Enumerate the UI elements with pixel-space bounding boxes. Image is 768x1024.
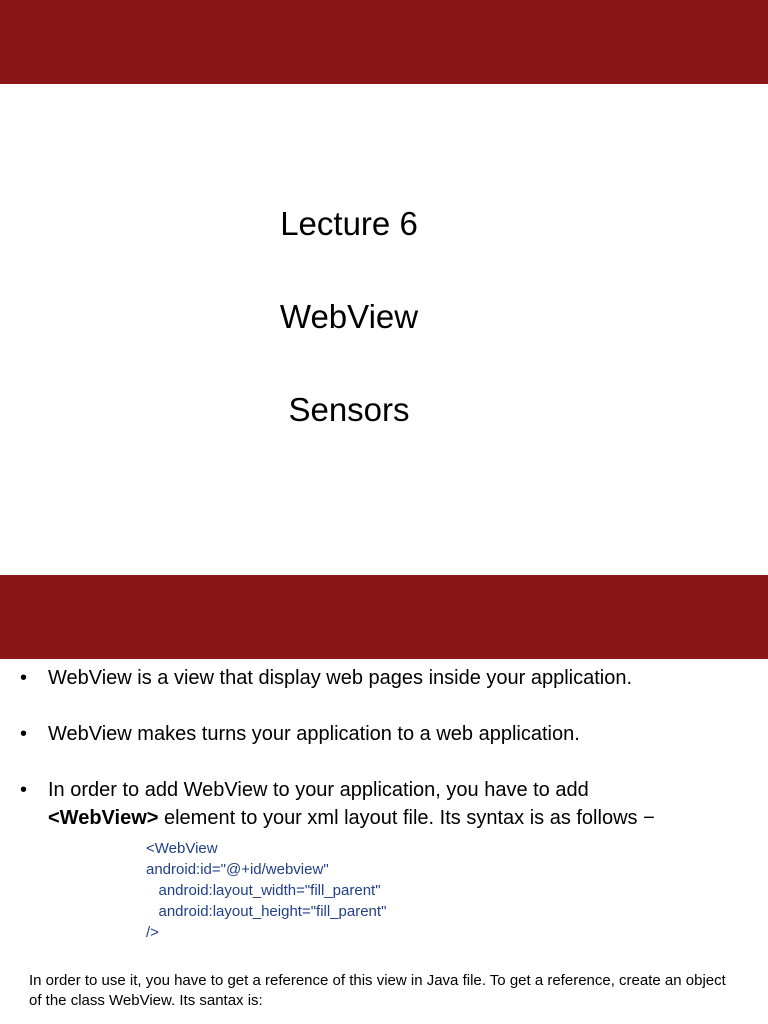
bullet-text: In order to add WebView to your application, you have to add	[48, 779, 589, 801]
bullet-dot: •	[20, 667, 28, 689]
bullet-text: WebView is a view that display web pages inside your application.	[48, 667, 633, 689]
lecture-title: Lecture 6	[280, 205, 418, 242]
bullet-item	[0, 664, 768, 692]
webview-tag-bold: <WebView>	[48, 807, 159, 829]
topic-webview: WebView	[279, 298, 419, 335]
bullet-item	[0, 720, 768, 748]
xml-code-snippet: <WebView android:id="@+id/webview" android:layout_width="fill_parent" android:layout_height="fill_parent" />	[146, 840, 387, 941]
bullet-item	[0, 776, 768, 832]
bullet-text-continued: element to your xml layout file. Its syntax is as follows −	[158, 807, 655, 829]
bullet-list	[0, 664, 768, 860]
bullet-text: WebView makes turns your application to a web application.	[48, 723, 580, 745]
bullet-dot: •	[20, 779, 28, 801]
content-slide-band	[0, 575, 768, 659]
top-title-band	[0, 0, 768, 84]
java-reference-note: In order to use it, you have to get a reference of this view in Java file. To get a reference, create an object of the class WebView. Its santax is:	[29, 972, 726, 1009]
bullet-dot: •	[20, 723, 28, 745]
topic-sensors: Sensors	[288, 391, 410, 428]
